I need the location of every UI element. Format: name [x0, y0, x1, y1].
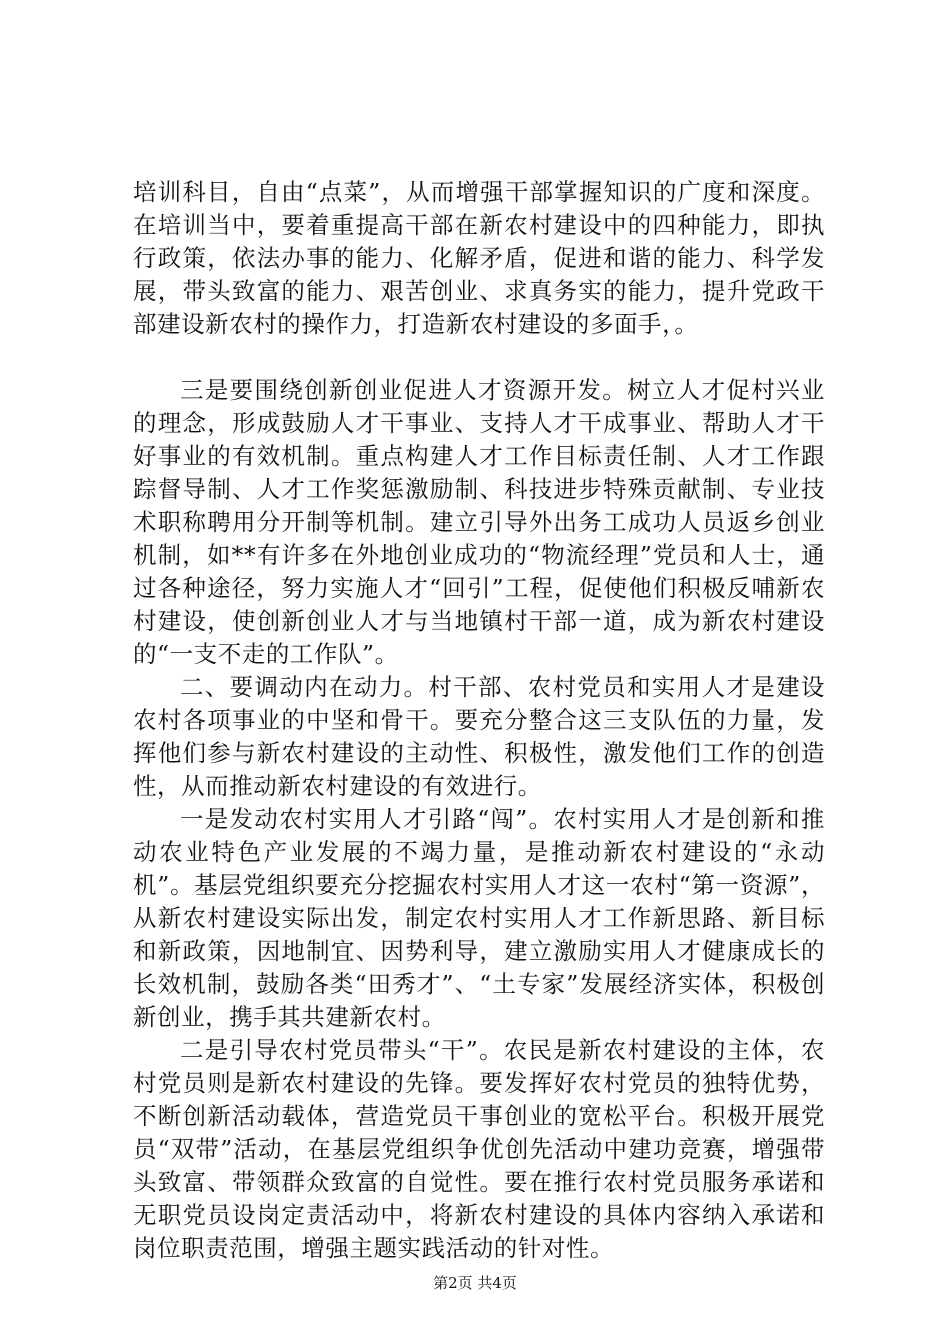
document-body: [133, 176, 825, 1265]
page-number-footer: 第2页 共4页: [433, 1274, 517, 1292]
paragraph-party-members: 二是引导农村党员带头“干”。农民是新农村建设的主体，农村党员则是新农村建设的先锋。要发挥好农村党员的独特优势，不断创新活动载体，营造党员干事创业的宽松平台。积极开展党员“双带”活动，在基层党组织争优创先活动中建功竞赛，增强带头致富、带领群众致富的自觉性。要在推行农村党员服务承诺和无职党员设岗定责活动中，将新农村建设的具体内容纳入承诺和岗位职责范围，增强主题实践活动的针对性。: [133, 1036, 825, 1262]
paragraph-internal-motivation: 二、要调动内在动力。村干部、农村党员和实用人才是建设农村各项事业的中坚和骨干。要充分整合这三支队伍的力量，发挥他们参与新农村建设的主动性、积极性，激发他们工作的创造性，从而推动新农村建设的有效进行。: [133, 673, 825, 800]
paragraph-training-subjects: 培训科目，自由“点菜”，从而增强干部掌握知识的广度和深度。在培训当中，要着重提高干部在新农村建设中的四种能力，即执行政策，依法办事的能力、化解矛盾，促进和谐的能力、科学发展，带头致富的能力、艰苦创业、求真务实的能力，提升党政干部建设新农村的操作力，打造新农村建设的多面手，。: [133, 178, 825, 338]
paragraph-practical-talent: 一是发动农村实用人才引路“闯”。农村实用人才是创新和推动农业特色产业发展的不竭力量，是推动新农村建设的“永动机”。基层党组织要充分挖掘农村实用人才这一农村“第一资源”，从新农村建设实际出发，制定农村实用人才工作新思路、新目标和新政策，因地制宜、因势利导，建立激励实用人才健康成长的长效机制，鼓励各类“田秀才”、“土专家”发展经济实体，积极创新创业，携手其共建新农村。: [133, 805, 825, 1031]
paragraph-innovation-talent: 三是要围绕创新创业促进人才资源开发。树立人才促村兴业的理念，形成鼓励人才干事业、支持人才干成事业、帮助人才干好事业的有效机制。重点构建人才工作目标责任制、人才工作跟踪督导制、人才工作奖惩激励制、科技进步特殊贡献制、专业技术职称聘用分开制等机制。建立引导外出务工成功人员返乡创业机制，如**有许多在外地创业成功的“物流经理”党员和人士，通过各种途径，努力实施人才“回引”工程，促使他们积极反哺新农村建设，使创新创业人才与当地镇村干部一道，成为新农村建设的“一支不走的工作队”。: [133, 376, 825, 668]
